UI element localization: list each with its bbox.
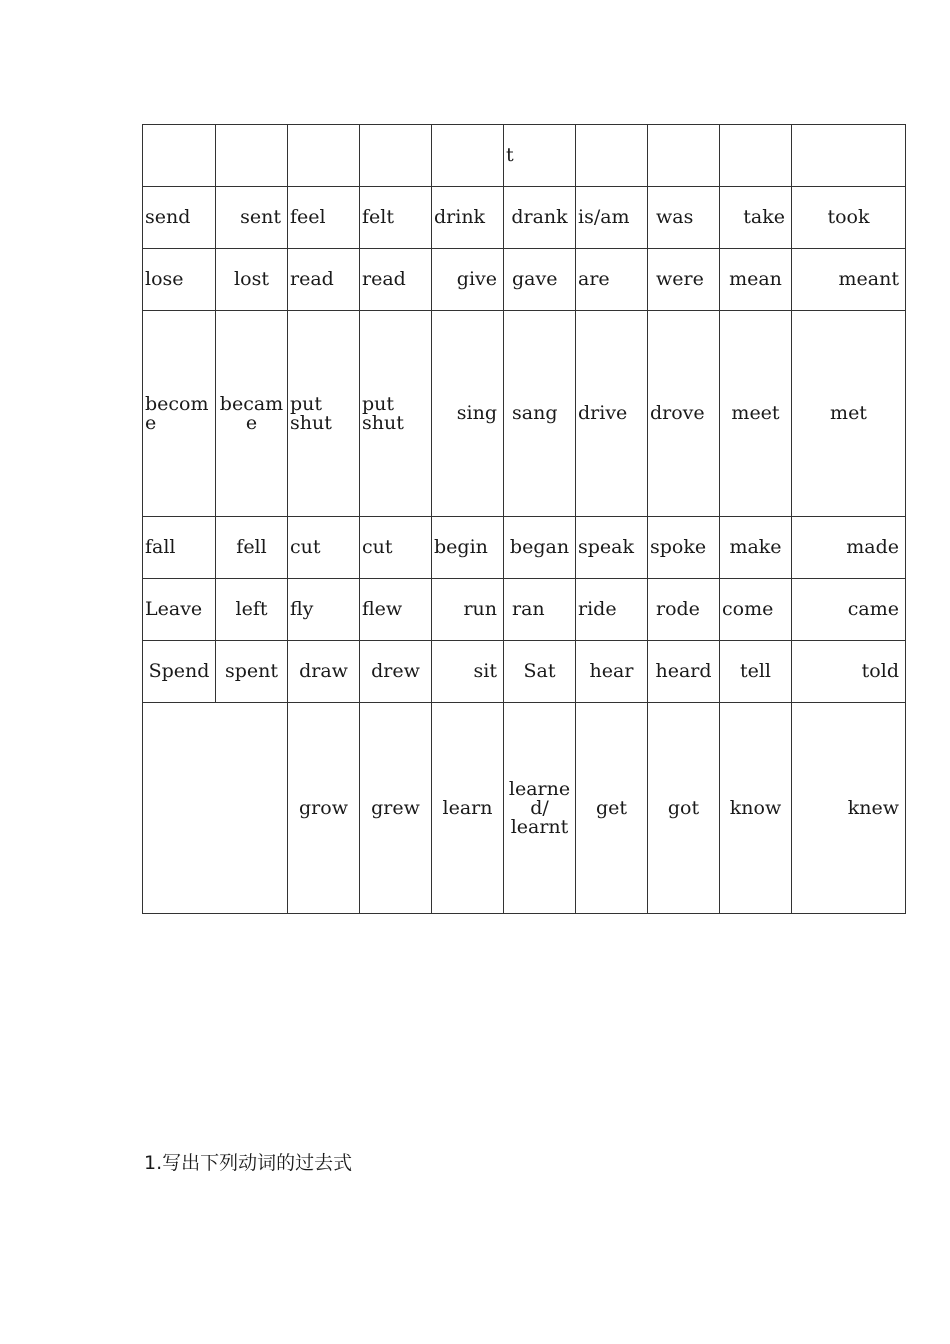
table-cell: make [720, 517, 792, 579]
table-cell: know [720, 703, 792, 914]
table-cell: spoke [648, 517, 720, 579]
cell-line: learnt [510, 815, 569, 838]
table-cell [720, 125, 792, 187]
table-cell: lose [143, 249, 216, 311]
table-cell: sit [432, 641, 504, 703]
table-cell [792, 125, 906, 187]
table-row [143, 311, 906, 517]
irregular-verbs-table [142, 124, 906, 914]
table-cell: were [648, 249, 720, 311]
cell-line: e [245, 411, 258, 434]
table-cell: fell [216, 517, 288, 579]
table-cell: spent [216, 641, 288, 703]
table-cell: drew [360, 641, 432, 703]
table-cell: knew [792, 703, 906, 914]
table-row [143, 249, 906, 311]
table-cell: sing [432, 311, 504, 517]
table-cell: was [648, 187, 720, 249]
table-row [143, 187, 906, 249]
table-cell: told [792, 641, 906, 703]
table-cell: speak [576, 517, 648, 579]
table-row [143, 125, 906, 187]
cell-line: shut [362, 411, 404, 434]
cell-line: put [290, 392, 323, 415]
table-cell: sent [216, 187, 288, 249]
table-cell: cut [360, 517, 432, 579]
table-row [143, 579, 906, 641]
table-cell: drove [648, 311, 720, 517]
table-cell: meant [792, 249, 906, 311]
table-cell: drank [504, 187, 576, 249]
table-cell: come [720, 579, 792, 641]
table-cell: flew [360, 579, 432, 641]
table-cell: Sat [504, 641, 576, 703]
table-cell [216, 311, 288, 517]
cell-line: becam [219, 392, 284, 415]
table-cell: t [504, 125, 576, 187]
table-cell: left [216, 579, 288, 641]
table-cell [288, 125, 360, 187]
table-cell [288, 311, 360, 517]
table-cell: gave [504, 249, 576, 311]
table-row [143, 517, 906, 579]
table-cell: Spend [143, 641, 216, 703]
cell-line: becom [145, 392, 209, 415]
table-cell: lost [216, 249, 288, 311]
table-row [143, 641, 906, 703]
table-cell: took [792, 187, 906, 249]
table-cell [360, 125, 432, 187]
table-cell: draw [288, 641, 360, 703]
table-cell: began [504, 517, 576, 579]
table-cell [143, 311, 216, 517]
table-cell: made [792, 517, 906, 579]
table-cell: grow [288, 703, 360, 914]
table-cell: hear [576, 641, 648, 703]
table-cell: take [720, 187, 792, 249]
table-cell [360, 311, 432, 517]
table-cell: grew [360, 703, 432, 914]
table-cell [143, 125, 216, 187]
table-cell: feel [288, 187, 360, 249]
table-cell: sang [504, 311, 576, 517]
table-row [143, 703, 906, 914]
table-cell: came [792, 579, 906, 641]
table-cell: learn [432, 703, 504, 914]
table-cell: send [143, 187, 216, 249]
table-cell: mean [720, 249, 792, 311]
cell-line: learne [508, 777, 571, 800]
table-cell: heard [648, 641, 720, 703]
table-cell [143, 703, 288, 914]
table-cell: is/am [576, 187, 648, 249]
table-cell: cut [288, 517, 360, 579]
table-cell: read [360, 249, 432, 311]
cell-line: shut [290, 411, 332, 434]
table-cell: drink [432, 187, 504, 249]
table-cell [216, 125, 288, 187]
cell-line: put [362, 392, 395, 415]
table-cell [504, 703, 576, 914]
table-cell: met [792, 311, 906, 517]
table-cell: give [432, 249, 504, 311]
table-cell: run [432, 579, 504, 641]
table-cell: are [576, 249, 648, 311]
table-cell: drive [576, 311, 648, 517]
table-cell: got [648, 703, 720, 914]
cell-line: d/ [530, 796, 549, 819]
table-cell: tell [720, 641, 792, 703]
exercise-heading: 1.写出下列动词的过去式 [144, 1152, 353, 1174]
table-cell [648, 125, 720, 187]
table-cell: get [576, 703, 648, 914]
table-cell: rode [648, 579, 720, 641]
table-cell: fall [143, 517, 216, 579]
table-cell: felt [360, 187, 432, 249]
table-cell [432, 125, 504, 187]
table-cell: begin [432, 517, 504, 579]
table-cell: meet [720, 311, 792, 517]
table-cell: Leave [143, 579, 216, 641]
table-cell: fly [288, 579, 360, 641]
table-cell: read [288, 249, 360, 311]
table-cell [576, 125, 648, 187]
cell-line: e [145, 411, 157, 434]
table-cell: ride [576, 579, 648, 641]
table-cell: ran [504, 579, 576, 641]
